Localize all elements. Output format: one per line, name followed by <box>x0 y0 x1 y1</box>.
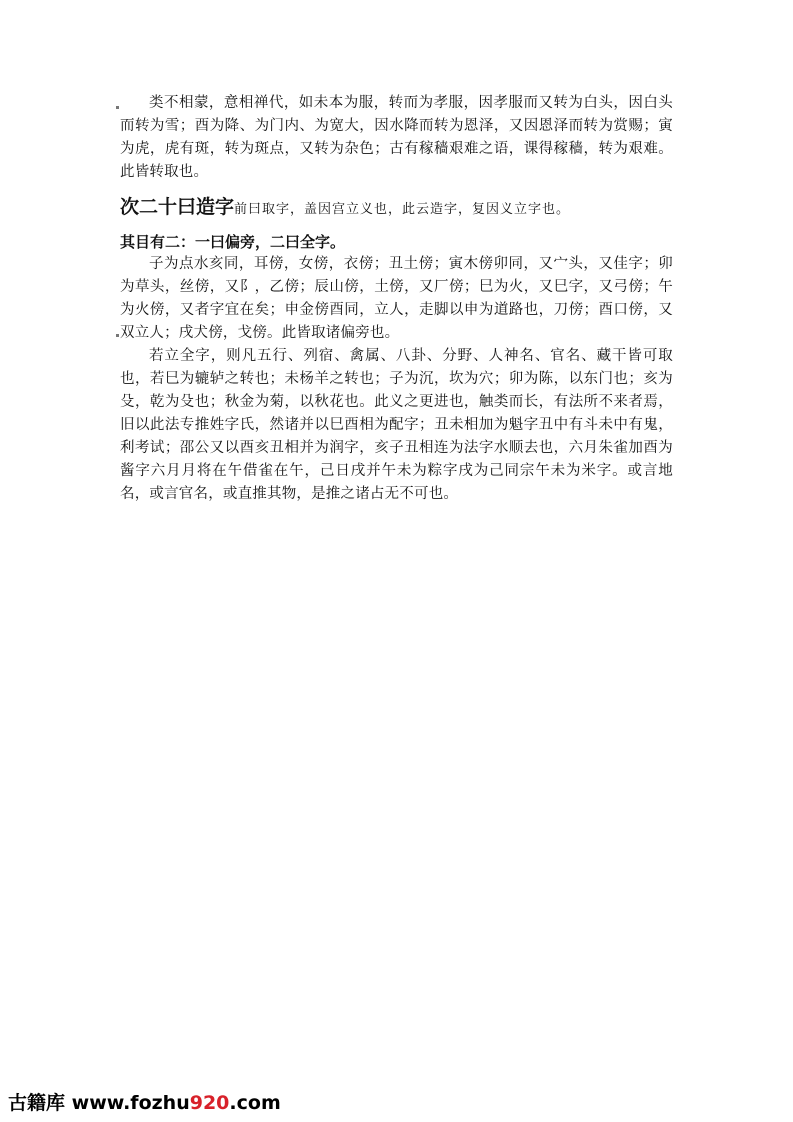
footer-url-prefix: www.fozhu <box>71 1092 190 1114</box>
paragraph-radicals: 子为点水亥同，耳傍，女傍，衣傍；丑土傍；寅木傍卯同，又宀头，又佳字；卯为草头，丝傍，又阝，乙傍；辰山傍，土傍，又厂傍；巳为火，又巳字，又弓傍；午为火傍，又者字宜在矣；申金傍酉同，立人，走脚以申为道路也，刀傍；酉口傍，又双立人；戌犬傍，戈傍。此皆取诸偏旁也。 <box>120 256 673 341</box>
footer-url <box>72 1092 281 1114</box>
paragraph-transfer: 类不相蒙，意相禅代，如未本为服，转而为孝服，因孝服而又转为白头，因白头而转为雪；酉为降、为门内、为宽大，因水降而转为恩泽，又因恩泽而转为赏赐；寅为虎，虎有斑，转为斑点，又转为杂色；古有稼穑艰难之语，课得稼穑，转为艰难。此皆转取也。 <box>120 95 673 180</box>
footer-watermark <box>8 1088 281 1115</box>
section-title: 次二十曰造字 <box>120 196 235 218</box>
footer-site-name: 古籍库 <box>8 1092 66 1114</box>
document-body <box>120 92 673 506</box>
footer-url-number: 920 <box>189 1092 230 1114</box>
section-note: 前曰取字，盖因宫立义也，此云造字，复因义立字也。 <box>234 202 571 217</box>
margin-mark <box>116 106 119 109</box>
section-heading <box>120 192 673 225</box>
subheading: 其目有二：一曰偏旁，二曰全字。 <box>120 233 346 251</box>
margin-mark <box>116 334 119 337</box>
paragraph-whole-character: 若立全字，则凡五行、列宿、禽属、八卦、分野、人神名、官名、藏干皆可取也，若巳为辘轳之转也；未杨羊之转也；子为沉，坎为穴；卯为陈，以东门也；亥为殳，乾为殳也；秋金为菊，以秋花也。此义之更进也，触类而长，有法所不来者焉，旧以此法专推姓字氏，然诸并以巳酉相为配字；丑未相加为魁字丑中有斗未中有鬼，利考试；邵公又以酉亥丑相并为润字，亥子丑相连为法字水顺去也，六月朱雀加酉为酱字六月月将在午借雀在午，己日戌并午未为粽字戌为己同宗午未为米字。或言地名，或言官名，或直推其物，是推之诸占无不可也。 <box>120 348 673 502</box>
footer-url-suffix: .com <box>229 1092 281 1114</box>
